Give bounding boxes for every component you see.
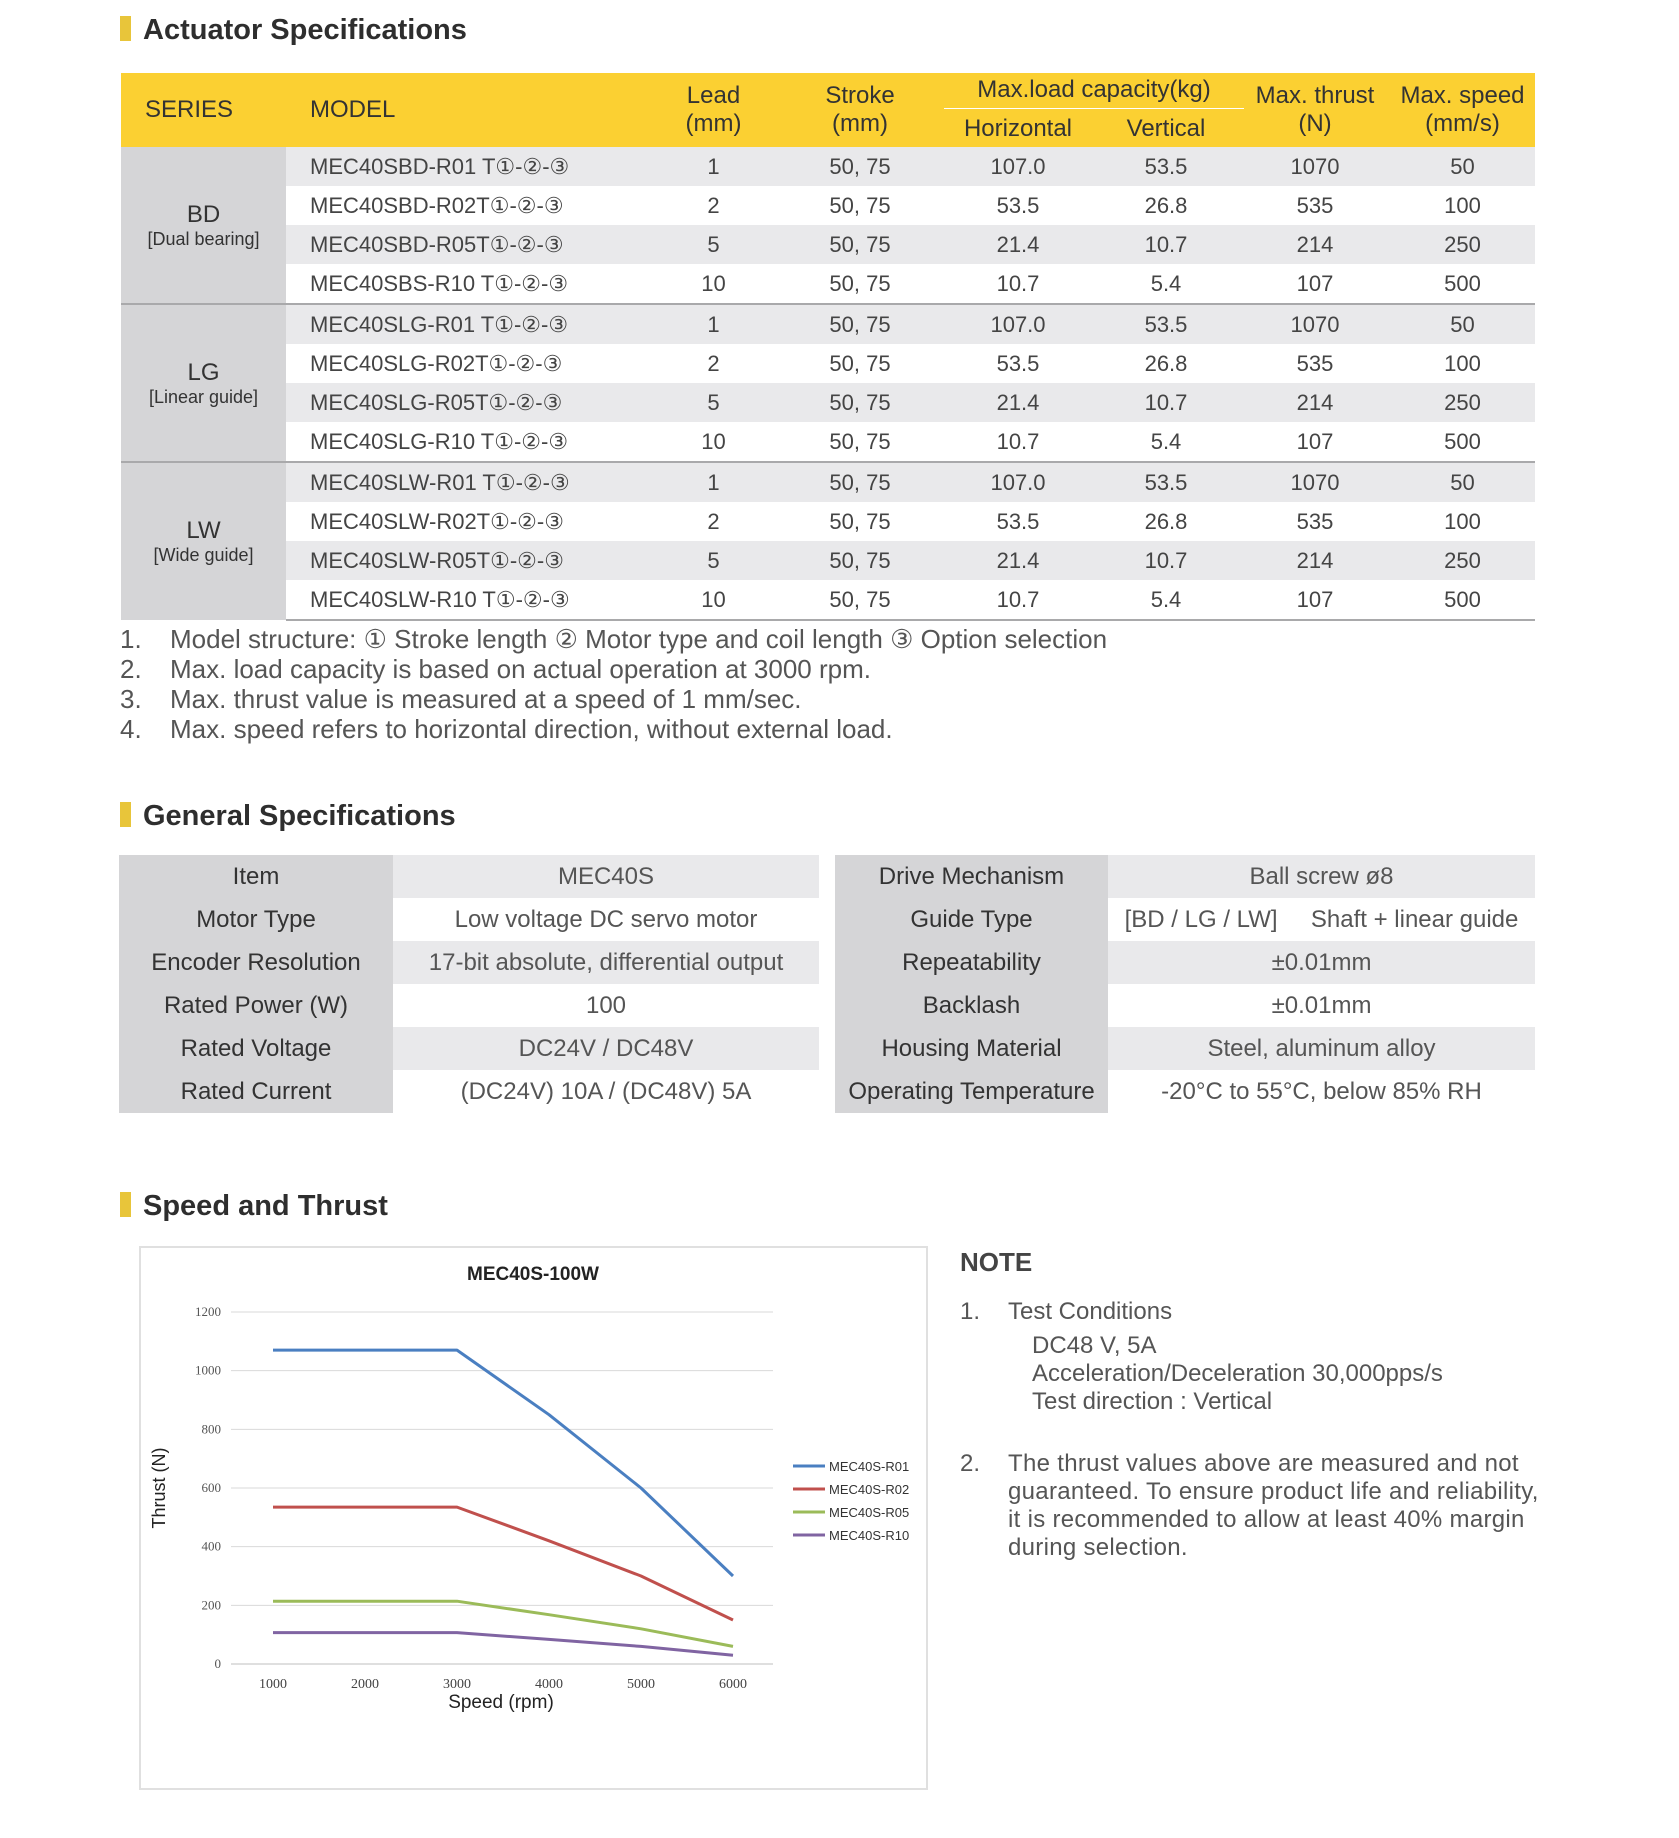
spec-value: DC24V / DC48V	[393, 1027, 819, 1070]
horizontal-cell: 10.7	[996, 428, 1040, 454]
table-row	[121, 186, 1535, 225]
series-cell	[121, 147, 286, 304]
vertical-cell: 53.5	[1092, 147, 1240, 186]
vertical-cell: 10.7	[1092, 383, 1240, 422]
spec-notes	[120, 624, 1107, 744]
header-model: MODEL	[286, 73, 651, 147]
section-title-text: Actuator Specifications	[143, 14, 467, 46]
series-line-mec40s-r05	[273, 1601, 733, 1646]
series-line-mec40s-r02	[273, 1507, 733, 1620]
header-load-label: Max.load capacity(kg)	[944, 76, 1244, 109]
legend-label: MEC40S-R02	[829, 1482, 910, 1497]
section-title-general	[120, 800, 456, 833]
lead-cell: 1	[651, 462, 776, 502]
section-bar	[120, 1192, 131, 1217]
table-row	[121, 502, 1535, 541]
actuator-spec-table	[121, 73, 1535, 621]
horizontal-cell: 53.5	[996, 508, 1040, 534]
series-cell	[121, 304, 286, 462]
header-lead	[651, 73, 776, 147]
spec-key: Backlash	[835, 984, 1108, 1027]
spec-row	[119, 1070, 819, 1113]
stroke-cell: 50, 75	[829, 192, 891, 218]
spec-key: Rated Current	[119, 1070, 393, 1113]
y-tick-label: 1000	[195, 1362, 221, 1378]
vertical-cell: 26.8	[1144, 192, 1188, 218]
horizontal-cell: 21.4	[944, 225, 1092, 264]
thrust-cell: 1070	[1240, 147, 1390, 186]
lead-cell: 2	[707, 350, 720, 376]
table-row	[121, 383, 1535, 422]
series-cell	[121, 462, 286, 620]
horizontal-cell: 107.0	[944, 304, 1092, 344]
header-series: SERIES	[121, 73, 286, 147]
section-bar	[120, 16, 131, 41]
horizontal-cell: 53.5	[996, 350, 1040, 376]
spec-value: ±0.01mm	[1108, 941, 1535, 984]
note-item	[120, 624, 1107, 654]
spec-row	[835, 855, 1535, 898]
section-title-speed	[120, 1190, 388, 1223]
chart-svg	[141, 1248, 926, 1788]
series-subtitle: [Dual bearing]	[147, 228, 260, 249]
thrust-cell: 214	[1240, 541, 1390, 580]
model-cell: MEC40SLW-R02T①-②-③	[310, 508, 564, 534]
series-line-mec40s-r01	[273, 1350, 733, 1576]
stroke-cell: 50, 75	[829, 350, 891, 376]
thrust-cell: 535	[1296, 508, 1334, 534]
legend-label: MEC40S-R10	[829, 1528, 910, 1543]
legend-label: MEC40S-R01	[829, 1459, 910, 1474]
header-stroke-unit: (mm)	[832, 110, 888, 137]
lead-cell: 2	[707, 508, 720, 534]
x-tick-label: 1000	[259, 1677, 287, 1692]
thrust-cell: 535	[1296, 350, 1334, 376]
series-name: LG	[187, 358, 220, 386]
series-subtitle: [Linear guide]	[148, 386, 259, 407]
thrust-cell: 107	[1240, 580, 1390, 620]
table-row	[121, 304, 1535, 344]
chart-title: MEC40S-100W	[467, 1264, 599, 1285]
horizontal-cell: 53.5	[996, 192, 1040, 218]
horizontal-cell: 21.4	[944, 383, 1092, 422]
note-item-number: 2.	[960, 1450, 981, 1477]
model-cell: MEC40SBD-R05T①-②-③	[286, 225, 651, 264]
spec-key: Drive Mechanism	[835, 855, 1108, 898]
spec-value: Low voltage DC servo motor	[454, 905, 758, 933]
x-tick-label: 2000	[351, 1677, 379, 1692]
note-number: 2.	[120, 654, 142, 684]
model-cell: MEC40SLG-R02T①-②-③	[310, 350, 563, 376]
spec-row	[835, 898, 1535, 941]
note-text: Max. speed refers to horizontal direction, without external load.	[170, 714, 893, 744]
note-text: Max. thrust value is measured at a speed of 1 mm/sec.	[170, 684, 802, 714]
horizontal-cell: 107.0	[944, 147, 1092, 186]
speed-cell: 500	[1390, 580, 1535, 620]
speed-cell: 500	[1444, 270, 1481, 296]
speed-cell: 250	[1390, 383, 1535, 422]
section-title-text: Speed and Thrust	[143, 1190, 388, 1222]
thrust-cell: 107	[1296, 270, 1334, 296]
table-row	[121, 462, 1535, 502]
stroke-cell: 50, 75	[776, 225, 944, 264]
stroke-cell: 50, 75	[776, 304, 944, 344]
note-text: Max. load capacity is based on actual operation at 3000 rpm.	[170, 654, 871, 684]
general-spec-table-left	[119, 855, 819, 1113]
note-item-body	[1008, 1298, 1443, 1416]
header-horizontal: Horizontal	[944, 111, 1092, 147]
note-number: 4.	[120, 714, 142, 744]
note-item-line: guaranteed. To ensure product life and reliability,	[1008, 1478, 1539, 1505]
spec-row	[835, 941, 1535, 984]
series-subtitle: [Wide guide]	[153, 545, 254, 565]
vertical-cell: 26.8	[1144, 508, 1188, 534]
speed-cell: 100	[1444, 192, 1481, 218]
lead-cell: 5	[651, 225, 776, 264]
y-tick-label: 400	[201, 1538, 221, 1554]
header-thrust	[1240, 73, 1390, 147]
spec-key: Item	[119, 855, 393, 898]
speed-cell: 100	[1444, 508, 1481, 534]
note-item	[120, 684, 1107, 714]
spec-value: MEC40S	[393, 855, 819, 898]
spec-value: ±0.01mm	[1271, 991, 1372, 1019]
x-tick-label: 4000	[535, 1677, 563, 1692]
table-header-row	[121, 73, 1535, 111]
thrust-cell: 1070	[1240, 304, 1390, 344]
stroke-cell: 50, 75	[829, 508, 891, 534]
section-title-text: General Specifications	[143, 800, 456, 832]
table-row	[121, 580, 1535, 620]
lead-cell: 5	[651, 383, 776, 422]
lead-cell: 10	[701, 428, 726, 454]
spec-key: Rated Power (W)	[119, 984, 393, 1027]
vertical-cell: 53.5	[1092, 462, 1240, 502]
lead-cell: 10	[701, 270, 726, 296]
speed-cell: 500	[1444, 428, 1481, 454]
spec-row	[119, 1027, 819, 1070]
spec-row	[119, 984, 819, 1027]
lead-cell: 1	[651, 147, 776, 186]
stroke-cell: 50, 75	[776, 383, 944, 422]
stroke-cell: 50, 75	[776, 462, 944, 502]
thrust-cell: 107	[1296, 428, 1334, 454]
x-tick-label: 3000	[443, 1677, 471, 1692]
spec-row	[119, 855, 819, 898]
model-cell: MEC40SBS-R10 T①-②-③	[310, 270, 569, 296]
lead-cell: 5	[651, 541, 776, 580]
note-item-2	[960, 1450, 1580, 1570]
model-cell: MEC40SLG-R10 T①-②-③	[310, 428, 569, 454]
spec-value: (DC24V) 10A / (DC48V) 5A	[460, 1077, 752, 1105]
thrust-cell: 214	[1240, 225, 1390, 264]
header-vertical: Vertical	[1092, 111, 1240, 147]
vertical-cell: 10.7	[1092, 541, 1240, 580]
spec-row	[835, 984, 1535, 1027]
spec-row	[835, 1070, 1535, 1113]
horizontal-cell: 21.4	[944, 541, 1092, 580]
y-axis-label: Thrust (N)	[149, 1447, 169, 1529]
model-cell: MEC40SBD-R02T①-②-③	[310, 192, 564, 218]
note-number: 1.	[120, 624, 142, 654]
model-cell: MEC40SLG-R05T①-②-③	[286, 383, 651, 422]
speed-cell: 250	[1390, 225, 1535, 264]
x-tick-label: 5000	[627, 1677, 655, 1692]
note-item-title: Test Conditions	[1008, 1298, 1173, 1325]
vertical-cell: 53.5	[1092, 304, 1240, 344]
header-thrust-unit: (N)	[1298, 110, 1332, 137]
spec-row	[119, 898, 819, 941]
spec-value: Steel, aluminum alloy	[1108, 1027, 1535, 1070]
table-row	[121, 264, 1535, 304]
header-stroke	[776, 73, 944, 147]
speed-thrust-chart	[139, 1246, 928, 1790]
series-line-mec40s-r10	[273, 1633, 733, 1656]
horizontal-cell: 107.0	[944, 462, 1092, 502]
vertical-cell: 5.4	[1150, 428, 1182, 454]
spec-value: [BD / LG / LW] Shaft + linear guide	[1124, 905, 1519, 933]
table-row	[121, 422, 1535, 462]
model-cell: MEC40SBD-R01 T①-②-③	[286, 147, 651, 186]
spec-key: Guide Type	[835, 898, 1108, 941]
header-load	[944, 73, 1240, 111]
header-speed	[1390, 73, 1535, 147]
y-tick-label: 200	[201, 1597, 221, 1613]
lead-cell: 2	[707, 192, 720, 218]
header-thrust-label: Max. thrust	[1255, 82, 1375, 109]
note-item-line: Acceleration/Deceleration 30,000pps/s	[1032, 1360, 1443, 1387]
y-tick-label: 1200	[195, 1304, 221, 1319]
y-tick-label: 0	[214, 1656, 221, 1671]
note-item-1	[960, 1298, 1560, 1418]
thrust-cell: 535	[1296, 192, 1334, 218]
vertical-cell: 26.8	[1144, 350, 1188, 376]
note-item-line: it is recommended to allow at least 40% margin	[1008, 1506, 1525, 1533]
table-row	[121, 344, 1535, 383]
spec-value: Ball screw ø8	[1108, 855, 1535, 898]
stroke-cell: 50, 75	[776, 541, 944, 580]
stroke-cell: 50, 75	[776, 580, 944, 620]
spec-value: -20°C to 55°C, below 85% RH	[1161, 1077, 1482, 1105]
spec-key: Rated Voltage	[119, 1027, 393, 1070]
note-item-number: 1.	[960, 1298, 981, 1325]
spec-value: 100	[585, 991, 627, 1019]
note-text: Model structure: ① Stroke length ② Motor type and coil length ③ Option selection	[170, 624, 1108, 654]
table-row	[121, 147, 1535, 186]
model-cell: MEC40SLW-R01 T①-②-③	[286, 462, 651, 502]
model-cell: MEC40SLW-R05T①-②-③	[286, 541, 651, 580]
stroke-cell: 50, 75	[776, 147, 944, 186]
section-title-actuator	[120, 14, 467, 47]
stroke-cell: 50, 75	[829, 428, 891, 454]
spec-key: Housing Material	[835, 1027, 1108, 1070]
note-item	[120, 654, 1107, 684]
header-speed-unit: (mm/s)	[1425, 110, 1500, 137]
speed-cell: 250	[1390, 541, 1535, 580]
table-row	[121, 225, 1535, 264]
speed-cell: 50	[1390, 304, 1535, 344]
spec-key: Motor Type	[119, 898, 393, 941]
model-cell: MEC40SLW-R10 T①-②-③	[286, 580, 651, 620]
lead-cell: 1	[651, 304, 776, 344]
spec-key: Encoder Resolution	[119, 941, 393, 984]
header-lead-label: Lead	[686, 82, 741, 109]
y-tick-label: 800	[201, 1421, 221, 1437]
note-title: NOTE	[960, 1247, 1033, 1277]
note-number: 3.	[120, 684, 142, 714]
speed-cell: 100	[1444, 350, 1481, 376]
y-tick-label: 600	[201, 1480, 221, 1495]
x-tick-label: 6000	[719, 1677, 747, 1692]
spec-value: 17-bit absolute, differential output	[393, 941, 819, 984]
note-item-line: Test direction : Vertical	[1032, 1388, 1273, 1415]
vertical-cell: 5.4	[1150, 270, 1182, 296]
spec-key: Repeatability	[835, 941, 1108, 984]
model-cell: MEC40SLG-R01 T①-②-③	[286, 304, 651, 344]
header-stroke-label: Stroke	[825, 82, 895, 109]
spec-row	[119, 941, 819, 984]
vertical-cell: 5.4	[1092, 580, 1240, 620]
general-spec-table-right	[835, 855, 1535, 1113]
horizontal-cell: 10.7	[996, 270, 1040, 296]
spec-row	[835, 1027, 1535, 1070]
spec-key: Operating Temperature	[835, 1070, 1108, 1113]
thrust-cell: 214	[1240, 383, 1390, 422]
horizontal-cell: 10.7	[944, 580, 1092, 620]
note-item-line: The thrust values above are measured and not	[1008, 1450, 1519, 1477]
note-item-line: DC48 V, 5A	[1032, 1332, 1157, 1359]
vertical-cell: 10.7	[1092, 225, 1240, 264]
header-lead-unit: (mm)	[685, 110, 742, 137]
thrust-cell: 1070	[1240, 462, 1390, 502]
section-bar	[120, 802, 131, 827]
x-axis-label: Speed (rpm)	[448, 1692, 554, 1713]
series-name: BD	[186, 200, 221, 228]
table-row	[121, 541, 1535, 580]
legend-label: MEC40S-R05	[829, 1505, 910, 1520]
lead-cell: 10	[651, 580, 776, 620]
header-speed-label: Max. speed	[1400, 82, 1525, 109]
speed-cell: 50	[1390, 147, 1535, 186]
note-item	[120, 714, 1107, 744]
series-name: LW	[186, 517, 221, 544]
speed-cell: 50	[1390, 462, 1535, 502]
note-item-body	[1008, 1450, 1539, 1562]
stroke-cell: 50, 75	[829, 270, 891, 296]
note-item-line: during selection.	[1008, 1534, 1188, 1561]
